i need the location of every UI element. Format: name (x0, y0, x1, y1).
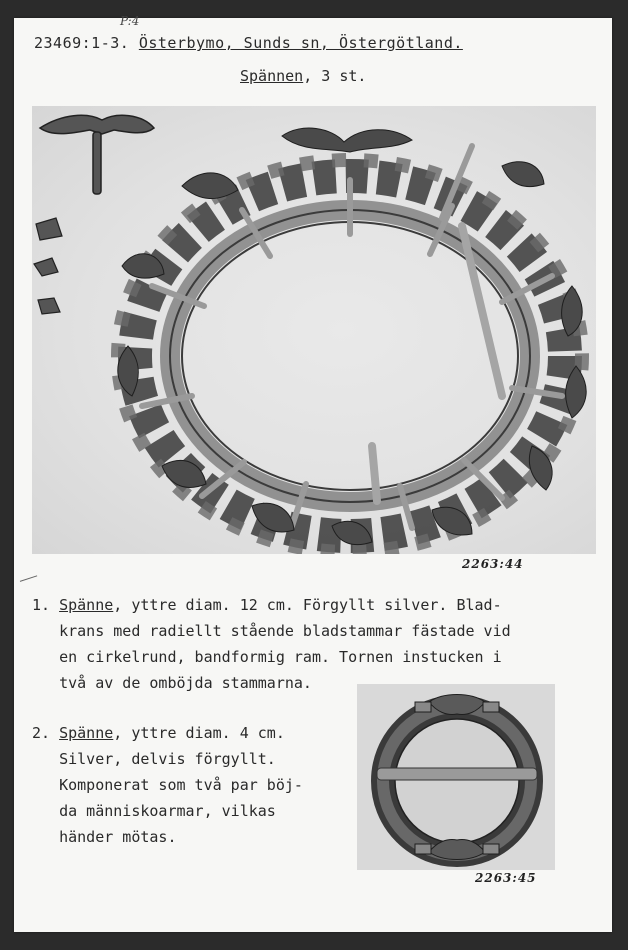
object-type: Spännen (240, 67, 304, 85)
find-place: Österbymo, Sunds sn, Östergötland. (138, 34, 463, 52)
margin-mark (20, 575, 38, 584)
item1-line2: krans med radiellt stående bladstammar fästade vid (59, 622, 511, 640)
brooch-fragment-2 (34, 258, 58, 276)
object-count: , 3 st. (303, 67, 367, 85)
hands-brooch-ring (383, 707, 531, 855)
brooch-fragment-pin (40, 115, 154, 194)
photo-hands-brooch (357, 684, 555, 870)
photo-wreath-brooch (32, 106, 596, 554)
handwritten-annotation: P:4 (120, 14, 140, 28)
item1-number: 1. (32, 596, 51, 614)
item2-line2: Silver, delvis förgyllt. (59, 750, 276, 768)
photo1-number: 2263:44 (462, 557, 524, 571)
inventory-number: 23469:1-3. (34, 34, 130, 52)
item2-line1: , yttre diam. 4 cm. (113, 724, 285, 742)
item1-line1: , yttre diam. 12 cm. Förgyllt silver. Blad- (113, 596, 502, 614)
card-subtitle (240, 67, 366, 85)
hands-brooch-pin (377, 768, 537, 780)
item2-description (32, 720, 352, 850)
photo2-number: 2263:45 (475, 871, 537, 885)
item1-line4: två av de omböjda stammarna. (59, 674, 312, 692)
hands-brooch-image (357, 684, 555, 870)
item2-line5: händer mötas. (59, 828, 177, 846)
item2-number: 2. (32, 724, 51, 742)
brooch-fragment-3 (38, 298, 60, 314)
item2-title: Spänne (59, 724, 114, 742)
item1-title: Spänne (59, 596, 114, 614)
item1-line3: en cirkelrund, bandformig ram. Tornen instucken i (59, 648, 502, 666)
item2-line3: Komponerat som två par böj- (59, 776, 303, 794)
item2-line4: da människoarmar, vilkas (59, 802, 276, 820)
item1-description (32, 592, 592, 696)
wreath-brooch-image (32, 106, 596, 554)
catalog-card (14, 14, 612, 932)
brooch-fragment-1 (36, 218, 62, 240)
card-header (34, 34, 463, 52)
